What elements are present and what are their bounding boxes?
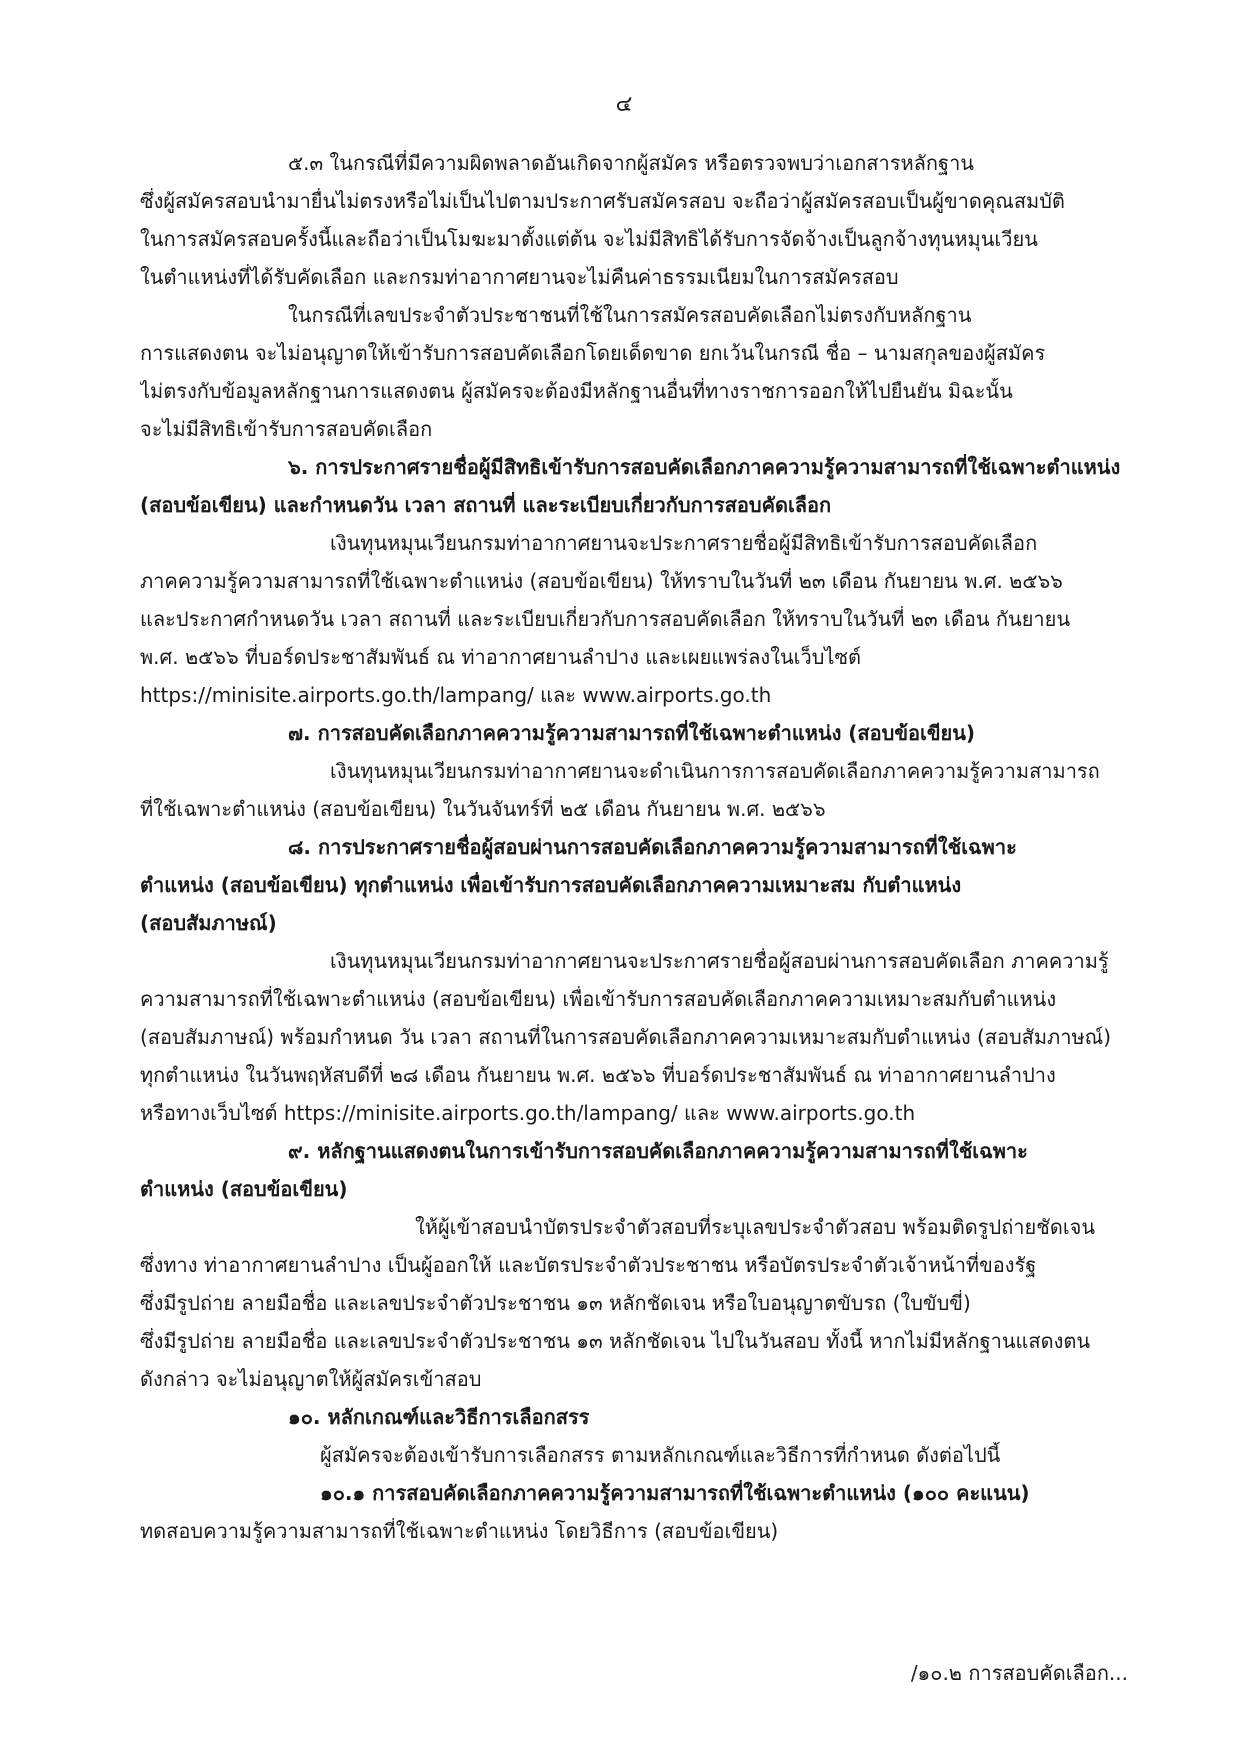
text-line: ความสามารถที่ใช้เฉพาะตำแหน่ง (สอบข้อเขียน) เพื่อเข้ารับการสอบคัดเลือกภาคความเหมาะสมกับตำแหน่ง bbox=[140, 987, 1057, 1011]
text-line: ซึ่งผู้สมัครสอบนำมายื่นไม่ตรงหรือไม่เป็นไปตามประกาศรับสมัครสอบ จะถือว่าผู้สมัครสอบเป็นผู้ขาดคุณสมบัติ bbox=[140, 189, 1065, 213]
text-line: ภาคความรู้ความสามารถที่ใช้เฉพาะตำแหน่ง (สอบข้อเขียน) ให้ทราบในวันที่ ๒๓ เดือน กันยายน พ.ศ. ๒๕๖๖ bbox=[140, 569, 1063, 593]
text-line: ในตำแหน่งที่ได้รับคัดเลือก และกรมท่าอากาศยานจะไม่คืนค่าธรรมเนียมในการสมัครสอบ bbox=[140, 265, 899, 289]
section-heading-6-cont: (สอบข้อเขียน) และกำหนดวัน เวลา สถานที่ และระเบียบเกี่ยวกับการสอบคัดเลือก bbox=[140, 493, 832, 517]
text-line: ให้ผู้เข้าสอบนำบัตรประจำตัวสอบที่ระบุเลขประจำตัวสอบ พร้อมติดรูปถ่ายชัดเจน bbox=[415, 1215, 1096, 1239]
text-line: ดังกล่าว จะไม่อนุญาตให้ผู้สมัครเข้าสอบ bbox=[140, 1367, 482, 1391]
text-line: ซึ่งทาง ท่าอากาศยานลำปาง เป็นผู้ออกให้ และบัตรประจำตัวประชาชน หรือบัตรประจำตัวเจ้าหน้าที่ของรัฐ bbox=[140, 1253, 1037, 1277]
section-heading-7: ๗. การสอบคัดเลือกภาคความรู้ความสามารถที่ใช้เฉพาะตำแหน่ง (สอบข้อเขียน) bbox=[288, 721, 976, 745]
text-line: ไม่ตรงกับข้อมูลหลักฐานการแสดงตน ผู้สมัครจะต้องมีหลักฐานอื่นที่ทางราชการออกให้ไปยืนยัน มิฉะนั้น bbox=[140, 379, 1013, 403]
page-continuation-footer: /๑๐.๒ การสอบคัดเลือก... bbox=[910, 1661, 1128, 1685]
text-line: ซึ่งมีรูปถ่าย ลายมือชื่อ และเลขประจำตัวประชาชน ๑๓ หลักชัดเจน ไปในวันสอบ ทั้งนี้ หากไม่มีหลักฐานแสดงตน bbox=[140, 1329, 1091, 1353]
section-heading-8-cont: ตำแหน่ง (สอบข้อเขียน) ทุกตำแหน่ง เพื่อเข้ารับการสอบคัดเลือกภาคความเหมาะสม กับตำแหน่ง bbox=[140, 873, 962, 897]
text-line: เงินทุนหมุนเวียนกรมท่าอากาศยานจะประกาศรายชื่อผู้สอบผ่านการสอบคัดเลือก ภาคความรู้ bbox=[330, 949, 1109, 973]
section-heading-9: ๙. หลักฐานแสดงตนในการเข้ารับการสอบคัดเลือกภาคความรู้ความสามารถที่ใช้เฉพาะ bbox=[288, 1139, 1028, 1163]
text-line: (สอบสัมภาษณ์) พร้อมกำหนด วัน เวลา สถานที่ในการสอบคัดเลือกภาคความเหมาะสมกับตำแหน่ง (สอบสัมภาษณ์) bbox=[140, 1025, 1112, 1049]
text-line: ในการสมัครสอบครั้งนี้และถือว่าเป็นโมฆะมาตั้งแต่ต้น จะไม่มีสิทธิได้รับการจัดจ้างเป็นลูกจ้างทุนหมุนเวียน bbox=[140, 227, 1038, 251]
text-line: เงินทุนหมุนเวียนกรมท่าอากาศยานจะประกาศรายชื่อผู้มีสิทธิเข้ารับการสอบคัดเลือก bbox=[330, 531, 1038, 555]
text-line: การแสดงตน จะไม่อนุญาตให้เข้ารับการสอบคัดเลือกโดยเด็ดขาด ยกเว้นในกรณี ชื่อ – นามสกุลของผู้สมัคร bbox=[140, 341, 1046, 365]
section-heading-6: ๖. การประกาศรายชื่อผู้มีสิทธิเข้ารับการสอบคัดเลือกภาคความรู้ความสามารถที่ใช้เฉพาะตำแหน่ง bbox=[288, 455, 1121, 479]
text-line: ในกรณีที่เลขประจำตัวประชาชนที่ใช้ในการสมัครสอบคัดเลือกไม่ตรงกับหลักฐาน bbox=[288, 303, 972, 327]
text-line: เงินทุนหมุนเวียนกรมท่าอากาศยานจะดำเนินการการสอบคัดเลือกภาคความรู้ความสามารถ bbox=[330, 759, 1100, 783]
text-line: ซึ่งมีรูปถ่าย ลายมือชื่อ และเลขประจำตัวประชาชน ๑๓ หลักชัดเจน หรือใบอนุญาตขับรถ (ใบขับขี่) bbox=[140, 1291, 971, 1315]
text-line: พ.ศ. ๒๕๖๖ ที่บอร์ดประชาสัมพันธ์ ณ ท่าอากาศยานลำปาง และเผยแพร่ลงในเว็บไซต์ bbox=[140, 645, 862, 669]
section-heading-9-cont: ตำแหน่ง (สอบข้อเขียน) bbox=[140, 1177, 348, 1201]
url-line: หรือทางเว็บไซต์ https://minisite.airports.go.th/lampang/ และ www.airports.go.th bbox=[140, 1101, 916, 1125]
text-line: และประกาศกำหนดวัน เวลา สถานที่ และระเบียบเกี่ยวกับการสอบคัดเลือก ให้ทราบในวันที่ ๒๓ เดือน กันยายน bbox=[140, 607, 1071, 631]
page-number: ๔ bbox=[615, 92, 633, 117]
text-line: ทุกตำแหน่ง ในวันพฤหัสบดีที่ ๒๘ เดือน กันยายน พ.ศ. ๒๕๖๖ ที่บอร์ดประชาสัมพันธ์ ณ ท่าอากาศยานลำปาง bbox=[140, 1063, 1056, 1087]
section-heading-8-cont: (สอบสัมภาษณ์) bbox=[140, 911, 277, 935]
text-line: ผู้สมัครจะต้องเข้ารับการเลือกสรร ตามหลักเกณฑ์และวิธีการที่กำหนด ดังต่อไปนี้ bbox=[320, 1443, 1001, 1467]
section-heading-10: ๑๐. หลักเกณฑ์และวิธีการเลือกสรร bbox=[288, 1405, 590, 1429]
text-line: จะไม่มีสิทธิเข้ารับการสอบคัดเลือก bbox=[140, 417, 433, 441]
url-line: https://minisite.airports.go.th/lampang/ และ www.airports.go.th bbox=[140, 683, 772, 707]
text-line: ๕.๓ ในกรณีที่มีความผิดพลาดอันเกิดจากผู้สมัคร หรือตรวจพบว่าเอกสารหลักฐาน bbox=[288, 151, 974, 175]
section-heading-8: ๘. การประกาศรายชื่อผู้สอบผ่านการสอบคัดเลือกภาคความรู้ความสามารถที่ใช้เฉพาะ bbox=[288, 835, 1017, 859]
text-line: ที่ใช้เฉพาะตำแหน่ง (สอบข้อเขียน) ในวันจันทร์ที่ ๒๕ เดือน กันยายน พ.ศ. ๒๕๖๖ bbox=[140, 797, 826, 821]
subsection-heading-10-1: ๑๐.๑ การสอบคัดเลือกภาคความรู้ความสามารถที่ใช้เฉพาะตำแหน่ง (๑๐๐ คะแนน) bbox=[320, 1481, 1030, 1505]
text-line: ทดสอบความรู้ความสามารถที่ใช้เฉพาะตำแหน่ง โดยวิธีการ (สอบข้อเขียน) bbox=[140, 1519, 779, 1543]
